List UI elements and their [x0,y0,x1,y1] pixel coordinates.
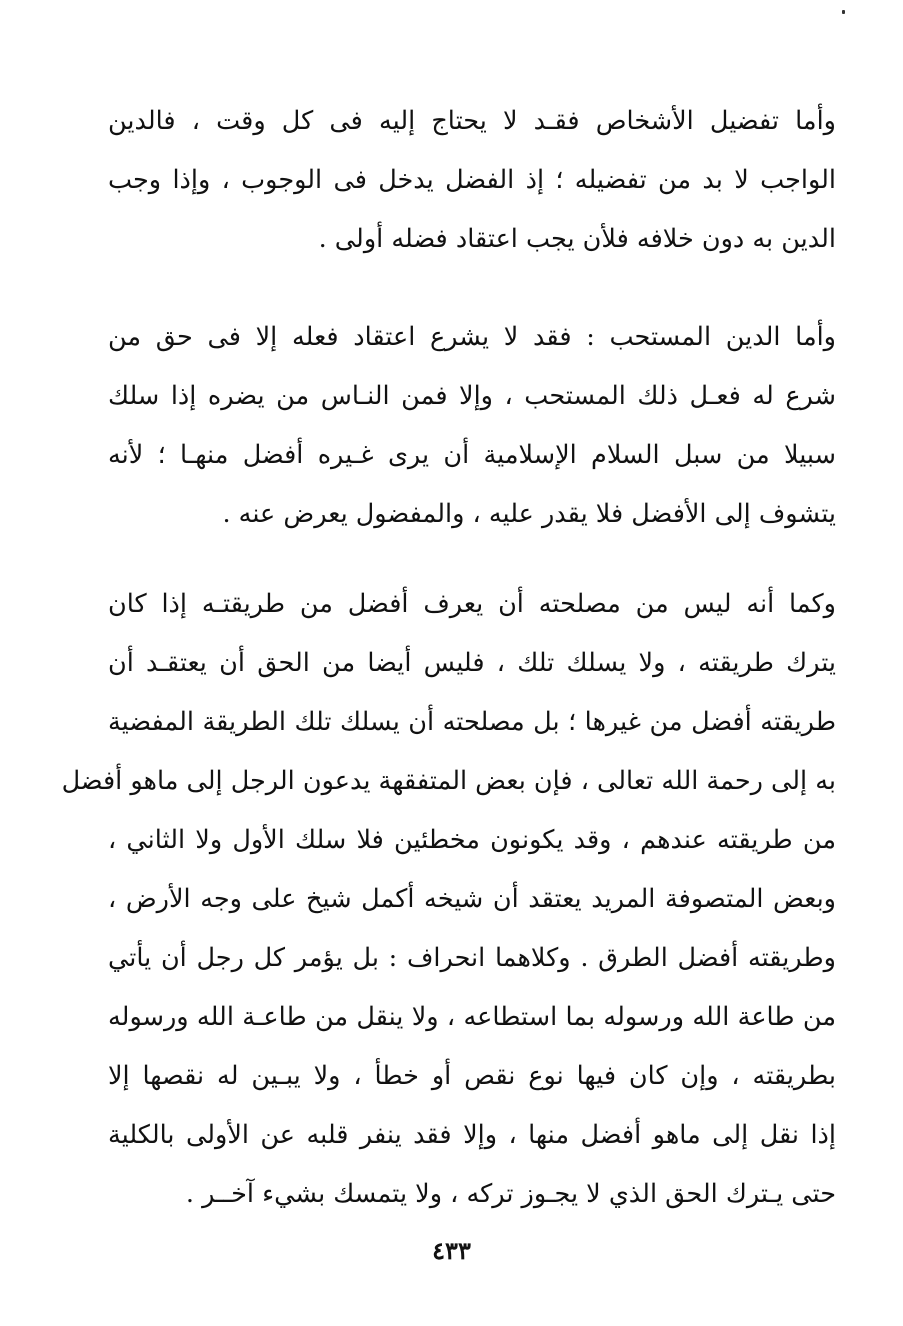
paragraph-line: وأما الدين المستحب : فقد لا يشرع اعتقاد فعله إلا فى حق من [108,322,836,352]
paragraph-line: وطريقته أفضل الطرق . وكلاهما انحراف : بل يؤمر كل رجل أن يأتي [108,943,836,973]
paragraph-line: بطريقته ، وإن كان فيها نوع نقص أو خطأ ، ولا يبـين له نقصها إلا [108,1061,836,1091]
paragraph-2 [108,308,836,544]
paragraph-line: حتى يـترك الحق الذي لا يجـوز تركه ، ولا يتمسك بشيء آخــر . [185,1179,836,1209]
paragraph-line: يتشوف إلى الأفضل فلا يقدر عليه ، والمفضول يعرض عنه . [222,499,836,529]
paragraph-line: طريقته أفضل من غيرها ؛ بل مصلحته أن يسلك تلك الطريقة المفضية [108,707,836,737]
paragraph-line: إذا نقل إلى ماهو أفضل منها ، وإلا فقد ينفر قلبه عن الأولى بالكلية [108,1120,836,1150]
paragraph-line: الدين به دون خلافه فلأن يجب اعتقاد فضله أولى . [318,224,836,254]
paragraph-line: يترك طريقته ، ولا يسلك تلك ، فليس أيضا من الحق أن يعتقـد أن [108,648,836,678]
paragraph-line: من طريقته عندهم ، وقد يكونون مخطئين فلا سلك الأول ولا الثاني ، [108,825,836,855]
paragraph-3 [61,575,836,1224]
paragraph-line: وبعض المتصوفة المريد يعتقد أن شيخه أكمل شيخ على وجه الأرض ، [108,884,836,914]
page-number: ٤٣٣ [432,1236,471,1265]
paragraph-line: سبيلا من سبل السلام الإسلامية أن يرى غـيره أفضل منهـا ؛ لأنه [108,440,836,470]
paragraph-line: من طاعة الله ورسوله بما استطاعه ، ولا ينقل من طاعـة الله ورسوله [108,1002,836,1032]
paragraph-line: وأما تفضيل الأشخاص فقـد لا يحتاج إليه فى كل وقت ، فالدين [108,106,836,136]
paragraph-line: به إلى رحمة الله تعالى ، فإن بعض المتفقهة يدعون الرجل إلى ماهو أفضل [61,766,836,796]
paragraph-line: الواجب لا بد من تفضيله ؛ إذ الفضل يدخل فى الوجوب ، وإذا وجب [108,165,836,195]
paragraph-1 [108,92,836,269]
scan-speck [842,10,845,14]
paragraph-line: وكما أنه ليس من مصلحته أن يعرف أفضل من طريقتـه إذا كان [108,589,836,619]
paragraph-line: شرع له فعـل ذلك المستحب ، وإلا فمن النـاس من يضره إذا سلك [108,381,836,411]
